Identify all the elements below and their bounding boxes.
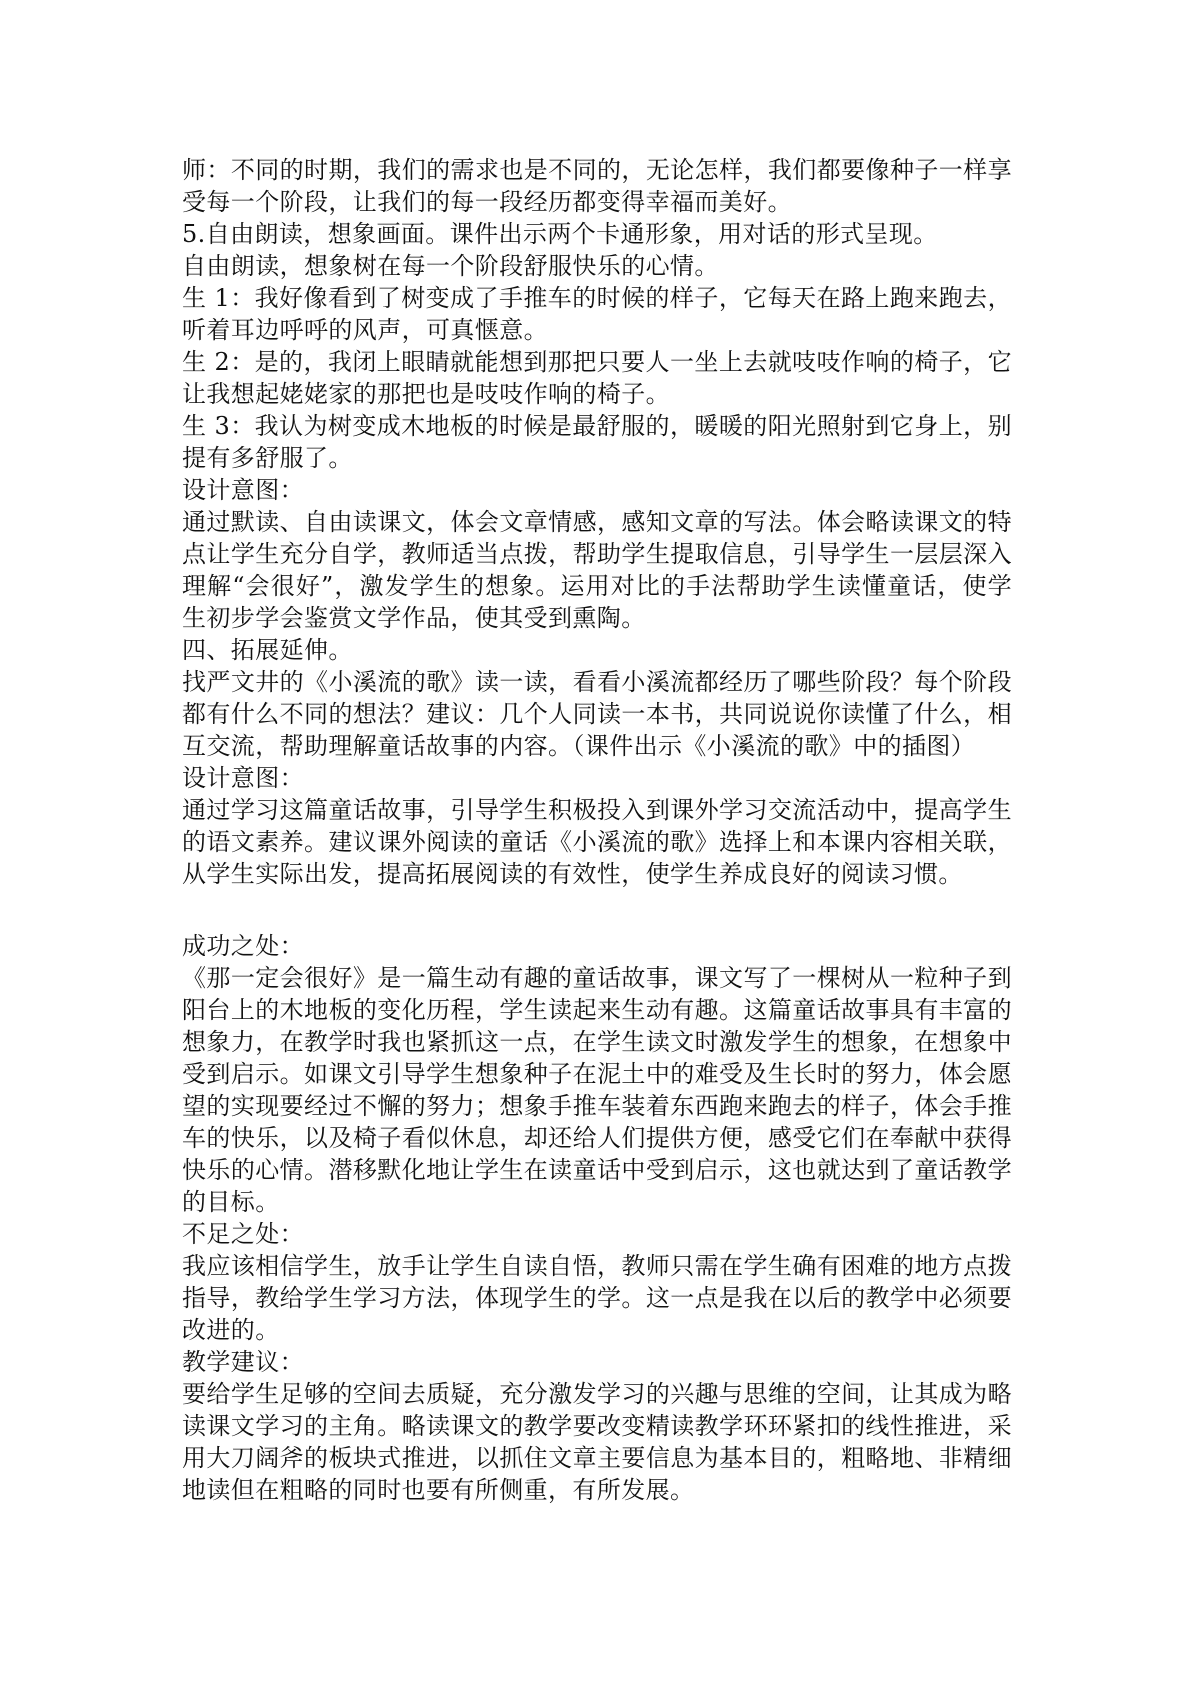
paragraph-teaching-suggestions: 要给学生足够的空间去质疑，充分激发学习的兴趣与思维的空间，让其成为略读课文学习的主角。略读课文的教学要改变精读教学环环紧扣的线性推进，采用大刀阔斧的板块式推进，以抓住文章主要信息为基本目的，粗略地、非精细地读但在粗略的同时也要有所侧重，有所发展。 — [182, 1380, 1012, 1504]
paragraph-student-3: 生 3：我认为树变成木地板的时候是最舒服的，暖暖的阳光照射到它身上，别提有多舒服了。 — [182, 412, 1012, 472]
paragraph-shortcomings: 我应该相信学生，放手让学生自读自悟，教师只需在学生确有困难的地方点拨指导，教给学生学习方法，体现学生的学。这一点是我在以后的教学中必须要改进的。 — [182, 1252, 1012, 1344]
blank-line — [182, 890, 1012, 930]
heading-extension: 四、拓展延伸。 — [182, 636, 353, 664]
document-page — [182, 154, 1012, 1506]
paragraph-extension: 找严文井的《小溪流的歌》读一读，看看小溪流都经历了哪些阶段？每个阶段都有什么不同的想法？建议：几个人同读一本书，共同说说你读懂了什么，相互交流，帮助理解童话故事的内容。（课件出示《小溪流的歌》中的插图） — [182, 668, 1012, 760]
paragraph-student-2: 生 2：是的，我闭上眼睛就能想到那把只要人一坐上去就吱吱作响的椅子，它让我想起姥姥家的那把也是吱吱作响的椅子。 — [182, 348, 1012, 408]
heading-shortcomings: 不足之处： — [182, 1220, 304, 1248]
paragraph-design-intent-1: 通过默读、自由读课文，体会文章情感，感知文章的写法。体会略读课文的特点让学生充分自学，教师适当点拨，帮助学生提取信息，引导学生一层层深入理解“会很好”，激发学生的想象。运用对比的手法帮助学生读懂童话，使学生初步学会鉴赏文学作品，使其受到熏陶。 — [182, 508, 1012, 632]
heading-successes: 成功之处： — [182, 932, 304, 960]
paragraph-design-intent-2: 通过学习这篇童话故事，引导学生积极投入到课外学习交流活动中，提高学生的语文素养。建议课外阅读的童话《小溪流的歌》选择上和本课内容相关联，从学生实际出发，提高拓展阅读的有效性，使学生养成良好的阅读习惯。 — [182, 796, 1012, 888]
paragraph-free-reading: 自由朗读，想象树在每一个阶段舒服快乐的心情。 — [182, 252, 719, 280]
paragraph-student-1: 生 1：我好像看到了树变成了手推车的时候的样子，它每天在路上跑来跑去，听着耳边呼呼的风声，可真惬意。 — [182, 284, 1012, 344]
heading-design-intent-1: 设计意图： — [182, 476, 304, 504]
paragraph-successes: 《那一定会很好》是一篇生动有趣的童话故事，课文写了一棵树从一粒种子到阳台上的木地板的变化历程，学生读起来生动有趣。这篇童话故事具有丰富的想象力，在教学时我也紧抓这一点，在学生读文时激发学生的想象，在想象中受到启示。如课文引导学生想象种子在泥土中的难受及生长时的努力，体会愿望的实现要经过不懈的努力；想象手推车装着东西跑来跑去的样子，体会手推车的快乐，以及椅子看似休息，却还给人们提供方便，感受它们在奉献中获得快乐的心情。潜移默化地让学生在读童话中受到启示，这也就达到了童话教学的目标。 — [182, 964, 1012, 1216]
heading-teaching-suggestions: 教学建议： — [182, 1348, 304, 1376]
paragraph-teacher-summary: 师：不同的时期，我们的需求也是不同的，无论怎样，我们都要像种子一样享受每一个阶段，让我们的每一段经历都变得幸福而美好。 — [182, 156, 1012, 216]
paragraph-step-5: 5.自由朗读，想象画面。课件出示两个卡通形象，用对话的形式呈现。 — [182, 220, 938, 248]
heading-design-intent-2: 设计意图： — [182, 764, 304, 792]
